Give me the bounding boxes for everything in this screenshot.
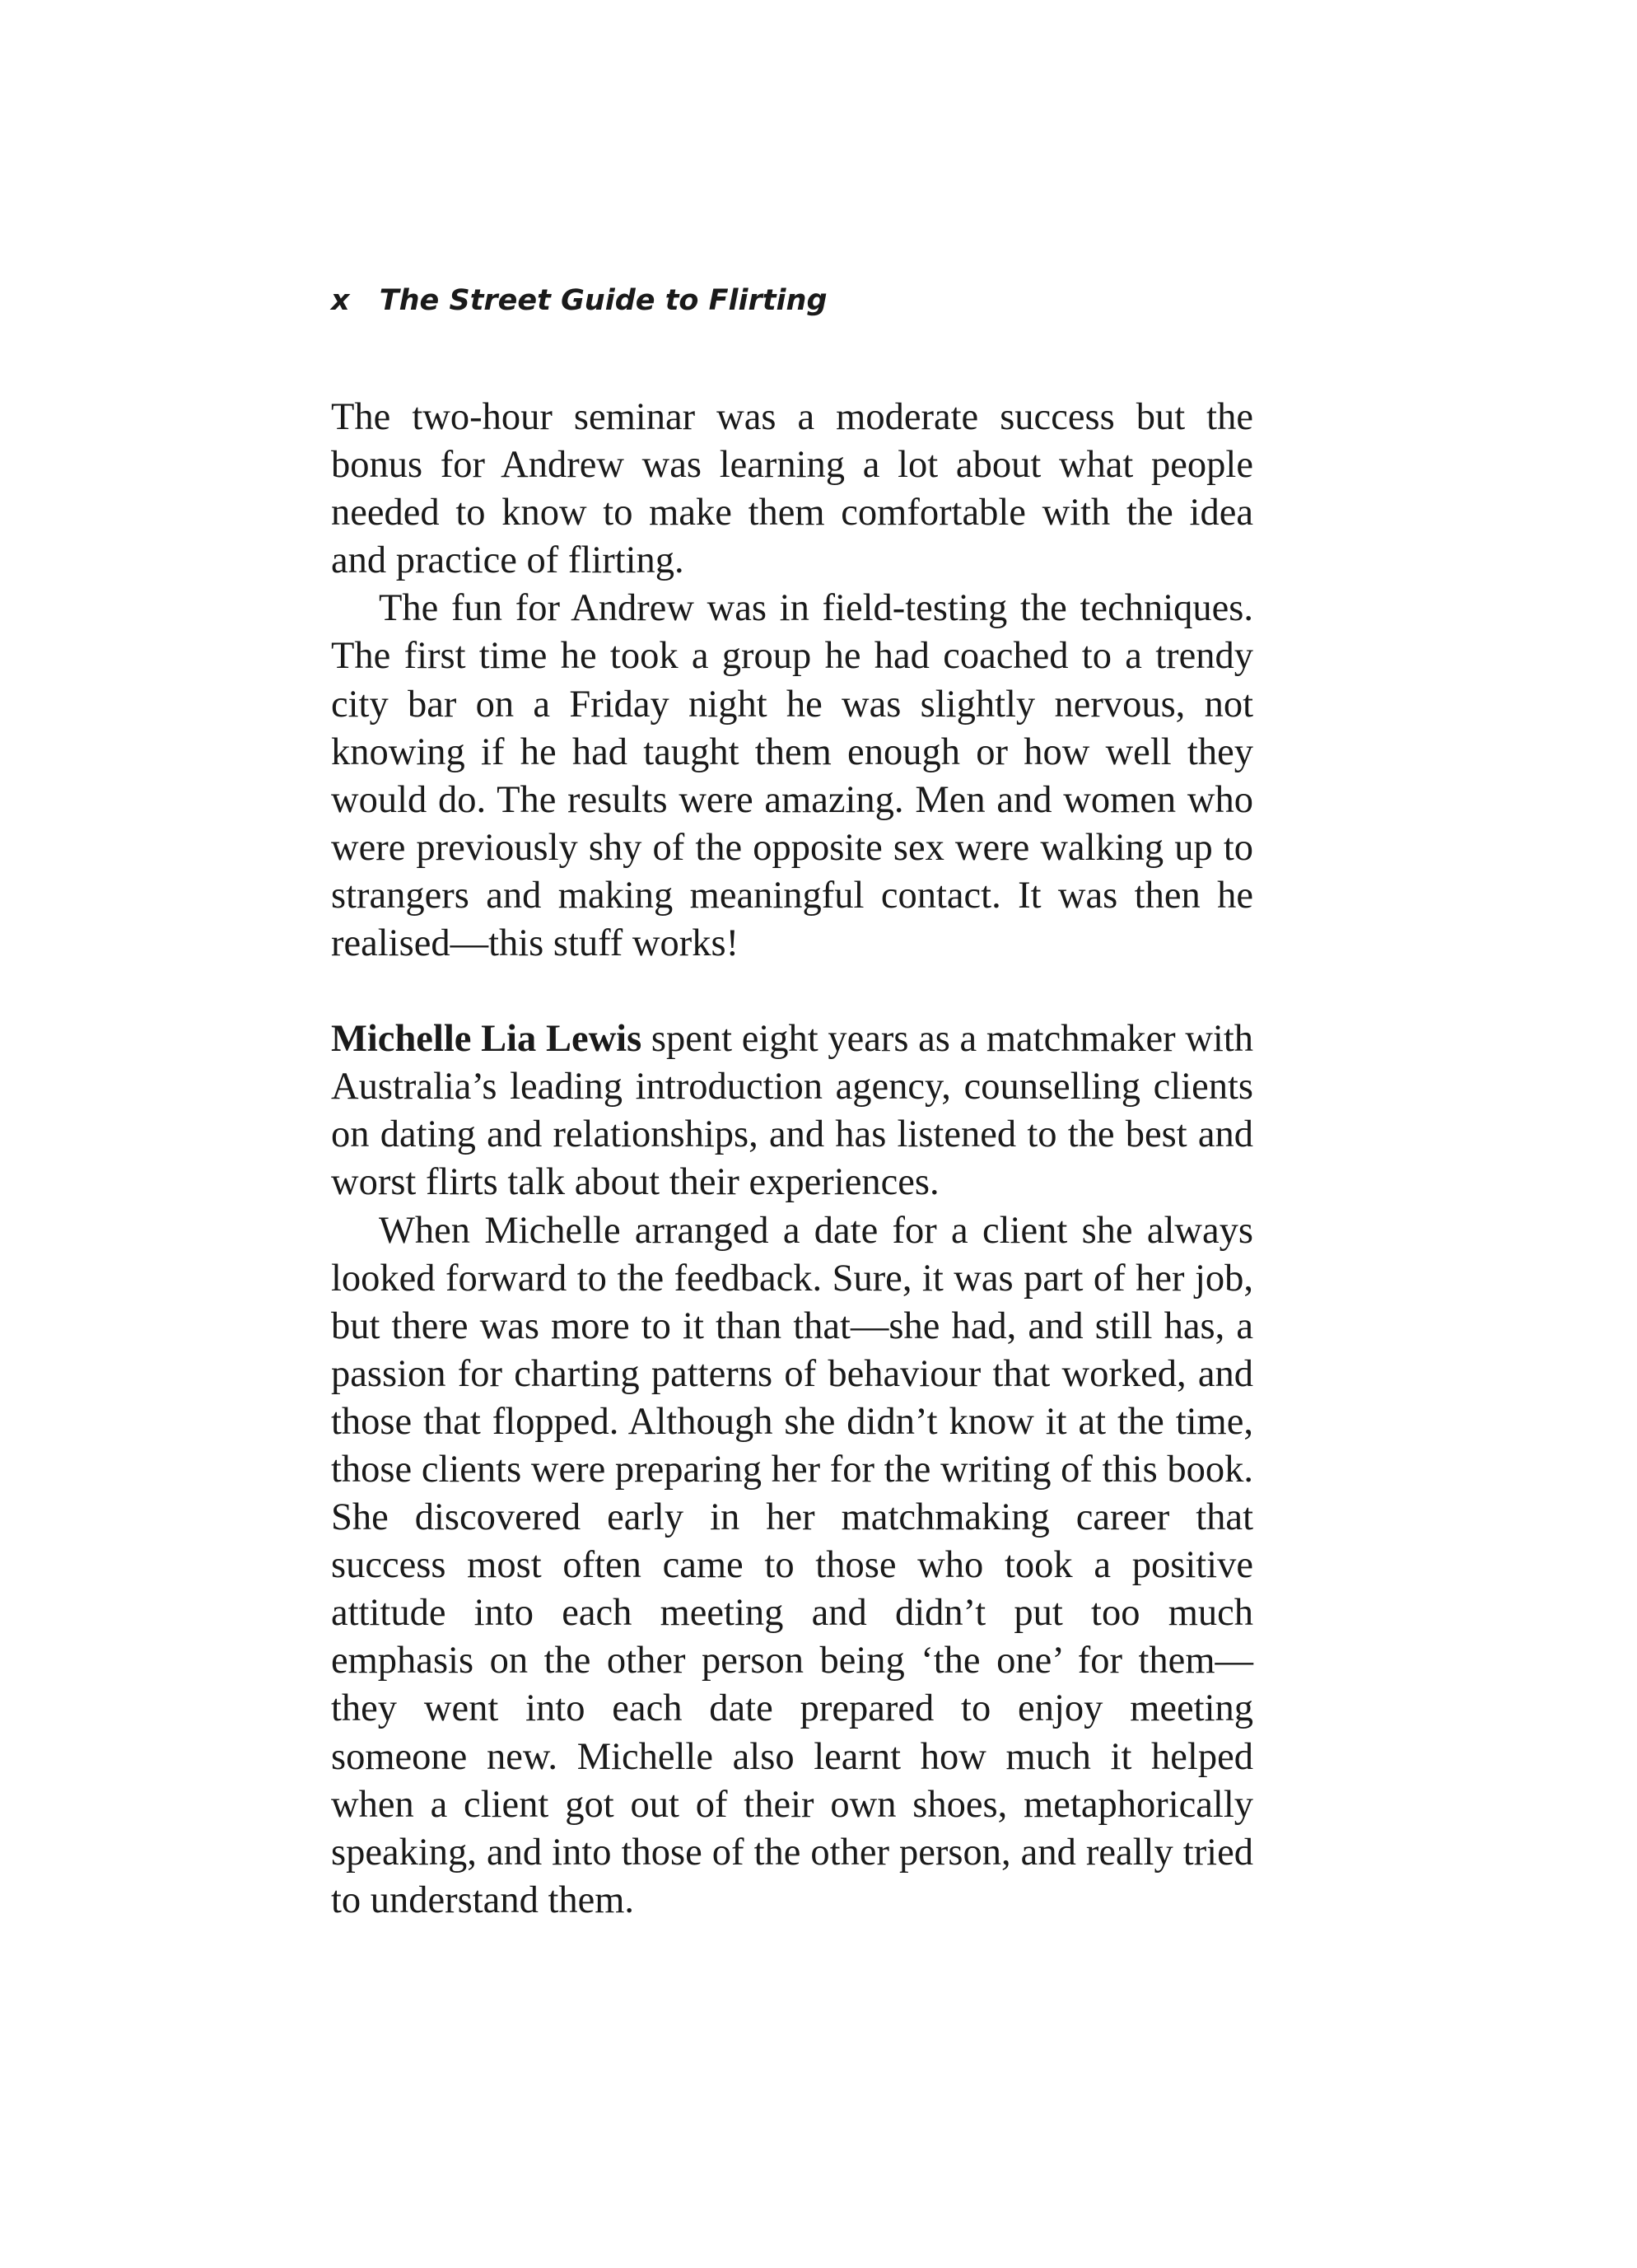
author-name: Michelle Lia Lewis [331,1018,642,1061]
paragraph: The fun for Andrew was in field-testing the techniques. The first time he took a group he had coached to a trendy city bar on a Friday night he was slightly nervous, not knowing if he had taught them enough or how well they would do. The results were amazing. Men and women who were previously shy of the opposite sex were walking up to strangers and making meaningful contact. It was then he realised—this stuff works! [331,587,1253,965]
running-head [331,284,828,317]
paragraph: When Michelle arranged a date for a client she always looked forward to the feedback. Sure, it was part of her job, but there was more to it than that—she had, and still has, a passion for charting patterns of behaviour that worked, and those that flopped. Although she didn’t know it at the time, those clients were preparing her for the writing of this book. She discovered early in her matchmaking career that success most often came to those who took a positive attitude into each meeting and didn’t put too much emphasis on the other person being ‘the one’ for them—they went into each date prepared to enjoy meeting someone new. Michelle also learnt how much it helped when a client got out of their own shoes, metaphorically speaking, and into those of the other person, and really tried to understand them. [331,1209,1253,1921]
page-number: x [331,284,350,317]
body-text [331,394,1253,1925]
book-title: The Street Guide to Flirting [379,284,828,317]
author-bio-text: spent eight years as a matchmaker with Australia’s leading introduction agency, counselling clients on dating and relationships, and has listened to the best and worst flirts talk about their experiences. [331,1018,1253,1204]
author-bio-paragraph [331,1015,1253,1206]
paragraph: The two-hour seminar was a moderate success but the bonus for Andrew was learning a lot about what people needed to know to make them comfortable with the idea and practice of flirting. [331,396,1253,582]
